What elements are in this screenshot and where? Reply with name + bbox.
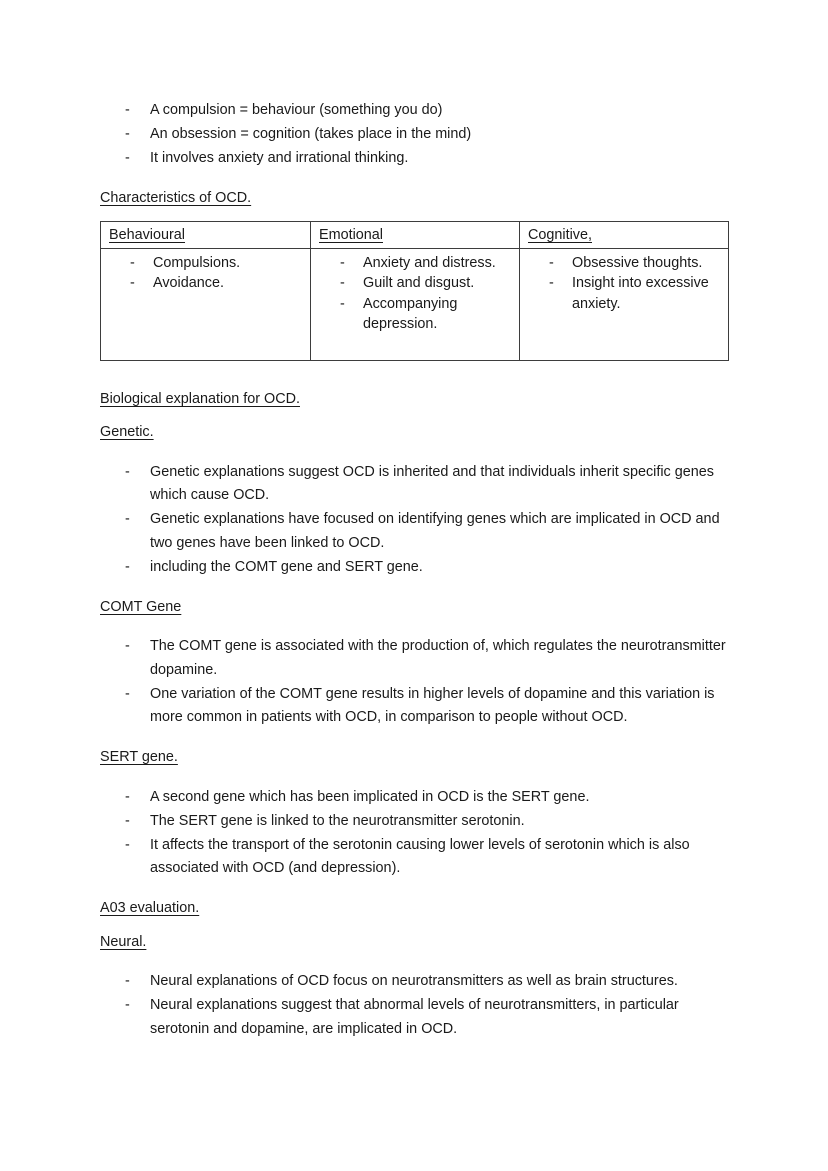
list-item-text: A compulsion = behaviour (something you do) [150,102,443,118]
list-item [100,461,730,508]
cell-bullet-list [520,253,722,315]
list-item-text: Avoidance. [153,275,224,291]
bullet-dash-icon: - [125,973,130,989]
heading-neural [100,931,730,955]
bullet-dash-icon: - [125,997,130,1013]
list-item [100,683,730,730]
bullet-dash-icon: - [125,558,130,575]
list-item-text: Genetic explanations have focused on identifying genes which are implicated in OCD and two genes have been linked to OCD. [150,511,720,551]
column-header-text: Cognitive, [528,226,592,243]
spacer [100,954,730,970]
heading-characteristics [100,187,730,211]
bullet-dash-icon: - [125,685,130,702]
list-item [100,99,730,123]
list-item [100,970,730,994]
spacer [100,580,730,596]
bullet-dash-icon: - [130,254,135,271]
list-item-text: A second gene which has been implicated in OCD is the SERT gene. [150,788,590,805]
characteristics-table [100,221,729,361]
heading-text: Neural. [100,933,147,950]
bullet-dash-icon: - [125,788,130,805]
spacer [100,445,730,461]
table-cell-emotional [311,248,520,360]
table-row [101,248,729,360]
bullet-dash-icon: - [125,812,130,829]
table-cell-cognitive [520,248,729,360]
cell-bullet-list [311,253,513,335]
list-item-text: Anxiety and distress. [363,254,496,271]
bullet-dash-icon: - [340,254,345,271]
list-item-text: It affects the transport of the serotonin causing lower levels of serotonin which is also associated with OCD (and depression). [150,836,690,876]
spacer [100,921,730,931]
heading-sert-gene [100,746,730,770]
heading-text: COMT Gene [100,598,182,615]
list-item [101,273,304,294]
neural-bullet-list [100,970,730,1041]
bullet-dash-icon: - [549,254,554,271]
spacer [100,171,730,187]
spacer [100,619,730,635]
column-header-text: Emotional [319,226,383,243]
list-item-text: Genetic explanations suggest OCD is inherited and that individuals inherit specific genes which cause OCD. [150,463,714,503]
list-item-text: Guilt and disgust. [363,275,475,291]
heading-text: Genetic. [100,424,154,440]
list-item [311,253,513,274]
bullet-dash-icon: - [125,638,130,654]
list-item-text: Neural explanations of OCD focus on neurotransmitters as well as brain structures. [150,973,678,989]
list-item [520,273,722,314]
spacer [100,730,730,746]
bullet-dash-icon: - [549,275,554,291]
list-item-text: One variation of the COMT gene results in higher levels of dopamine and this variation is more common in patients with OCD, in comparison to people without OCD. [150,685,715,725]
list-item [100,508,730,555]
bullet-dash-icon: - [125,836,130,853]
genetic-bullet-list [100,461,730,580]
spacer [100,411,730,421]
bullet-dash-icon: - [125,150,130,166]
list-item [100,834,730,881]
list-item-text: An obsession = cognition (takes place in the mind) [150,126,472,142]
spacer [100,770,730,786]
heading-text: Biological explanation for OCD. [100,390,300,407]
heading-biological-explanation [100,388,730,412]
heading-comt-gene [100,596,730,620]
list-item-text: Compulsions. [153,254,241,271]
list-item-text: The SERT gene is linked to the neurotransmitter serotonin. [150,812,525,829]
bullet-dash-icon: - [125,102,130,118]
list-item [100,810,730,834]
table-cell-behavioural [101,248,311,360]
bullet-dash-icon: - [340,275,345,291]
heading-genetic [100,421,730,445]
bullet-dash-icon: - [125,126,130,142]
list-item-text: Obsessive thoughts. [572,254,703,271]
comt-bullet-list [100,635,730,730]
intro-bullet-list [100,99,730,171]
heading-text: SERT gene. [100,749,178,765]
list-item [100,123,730,147]
spacer [100,361,730,382]
column-header-text: Behavioural [109,226,186,243]
list-item [101,253,304,274]
table-column-header-cognitive [520,221,729,248]
spacer [100,211,730,221]
table-header-row [101,221,729,248]
bullet-dash-icon: - [125,511,130,527]
cell-bullet-list [101,253,304,294]
heading-text: A03 evaluation. [100,900,200,916]
list-item [100,635,730,682]
list-item [100,994,730,1041]
list-item-text: It involves anxiety and irrational thinking. [150,150,409,166]
list-item [100,556,730,580]
bullet-dash-icon: - [340,295,345,312]
list-item-text: Accompanying depression. [363,295,458,332]
list-item [520,253,722,274]
list-item [311,294,513,335]
list-item-text: including the COMT gene and SERT gene. [150,558,423,575]
list-item [100,147,730,171]
list-item-text: The COMT gene is associated with the production of, which regulates the neurotransmitter dopamine. [150,638,726,678]
bullet-dash-icon: - [125,463,130,480]
list-item [311,273,513,294]
spacer [100,881,730,897]
list-item [100,786,730,810]
heading-a03-evaluation [100,897,730,921]
bullet-dash-icon: - [130,275,135,291]
heading-text: Characteristics of OCD. [100,190,252,206]
table-column-header-behavioural [101,221,311,248]
document-body [100,99,730,1042]
list-item-text: Insight into excessive anxiety. [572,275,709,312]
sert-bullet-list [100,786,730,881]
list-item-text: Neural explanations suggest that abnormal levels of neurotransmitters, in particular serotonin and dopamine, are implicated in OCD. [150,997,679,1037]
table-column-header-emotional [311,221,520,248]
